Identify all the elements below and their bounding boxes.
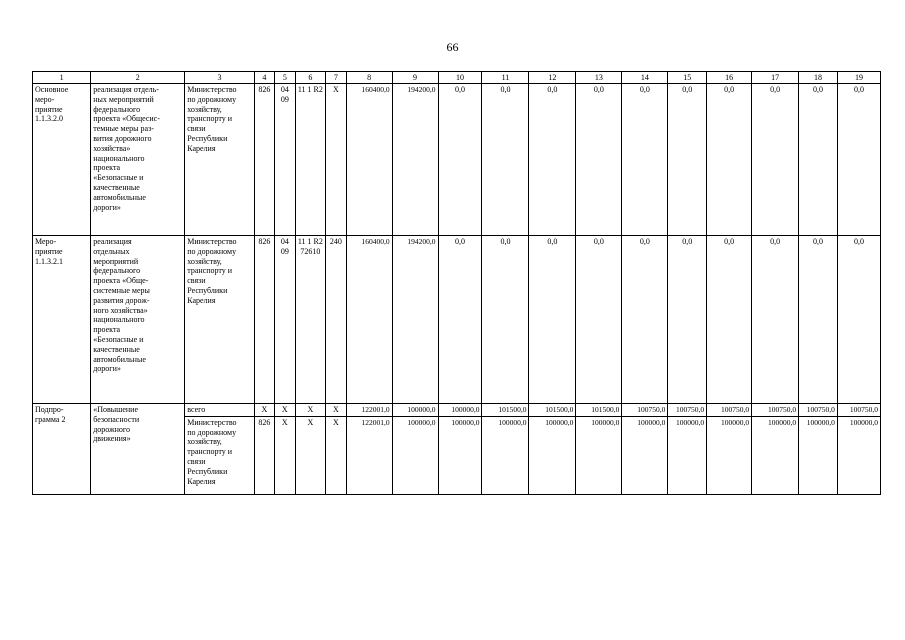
header-cell: 14 <box>622 72 668 84</box>
value-cell: 0,0 <box>622 236 668 404</box>
value-cell: 100000,0 <box>576 416 622 494</box>
value-cell: 0,0 <box>752 236 799 404</box>
header-cell: 6 <box>295 72 326 84</box>
value-cell: 0,0 <box>438 84 482 236</box>
subprogram-description: «Повышение безопасности дорожного движения» <box>91 404 185 495</box>
value-cell: 101500,0 <box>482 404 529 417</box>
header-cell: 5 <box>275 72 295 84</box>
header-cell: 8 <box>346 72 392 84</box>
subprogram-code: Подпро- грамма 2 <box>33 404 91 495</box>
expense-type-code: X <box>326 416 346 494</box>
expense-type-code: 240 <box>326 236 346 404</box>
header-cell: 15 <box>668 72 707 84</box>
value-cell: 0,0 <box>576 84 622 236</box>
value-cell: 0,0 <box>529 84 576 236</box>
value-cell: 160400,0 <box>346 84 392 236</box>
value-cell: 100000,0 <box>392 416 438 494</box>
page-number: 66 <box>446 40 459 54</box>
table-row-event <box>33 236 881 404</box>
header-cell: 3 <box>185 72 254 84</box>
value-cell: 0,0 <box>668 236 707 404</box>
header-cell: 2 <box>91 72 185 84</box>
value-cell: 100000,0 <box>482 416 529 494</box>
value-cell: 100000,0 <box>529 416 576 494</box>
value-cell: 0,0 <box>668 84 707 236</box>
value-cell: 0,0 <box>707 236 752 404</box>
value-cell: 0,0 <box>482 236 529 404</box>
value-cell: 194200,0 <box>392 84 438 236</box>
value-cell: 101500,0 <box>529 404 576 417</box>
grbs-code: 826 <box>254 84 274 236</box>
responsible-executor: Министерство по дорожному хозяйству, транспорту и связи Республики Карелия <box>185 236 254 404</box>
responsible-executor: Министерство по дорожному хозяйству, транспорту и связи Республики Карелия <box>185 416 254 494</box>
value-cell: 0,0 <box>837 236 880 404</box>
value-cell: 122001,0 <box>346 416 392 494</box>
value-cell: 100000,0 <box>668 416 707 494</box>
grbs-code: X <box>254 404 274 417</box>
value-cell: 100750,0 <box>707 404 752 417</box>
value-cell: 100000,0 <box>392 404 438 417</box>
target-article-code: 11 1 R2 <box>295 84 326 236</box>
header-cell: 19 <box>837 72 880 84</box>
header-cell: 4 <box>254 72 274 84</box>
value-cell: 0,0 <box>482 84 529 236</box>
grbs-code: 826 <box>254 236 274 404</box>
value-cell: 100000,0 <box>752 416 799 494</box>
value-cell: 0,0 <box>438 236 482 404</box>
section-code: X <box>275 404 295 417</box>
value-cell: 101500,0 <box>576 404 622 417</box>
header-cell: 16 <box>707 72 752 84</box>
header-cell: 11 <box>482 72 529 84</box>
section-code: 04 09 <box>275 236 295 404</box>
header-cell: 13 <box>576 72 622 84</box>
value-cell: 100000,0 <box>707 416 752 494</box>
table-row-main-event <box>33 84 881 236</box>
section-code: X <box>275 416 295 494</box>
event-code: Меро- приятие 1.1.3.2.1 <box>33 236 91 404</box>
header-cell: 1 <box>33 72 91 84</box>
expense-type-code: X <box>326 84 346 236</box>
value-cell: 100750,0 <box>752 404 799 417</box>
budget-table <box>32 71 881 495</box>
value-cell: 0,0 <box>576 236 622 404</box>
header-cell: 12 <box>529 72 576 84</box>
value-cell: 194200,0 <box>392 236 438 404</box>
event-code: Основное меро- приятие 1.1.3.2.0 <box>33 84 91 236</box>
value-cell: 100750,0 <box>799 404 838 417</box>
value-cell: 100000,0 <box>799 416 838 494</box>
event-description: реализация отдель- ных мероприятий федерального проекта «Общесис- темные меры раз- вития дорожного хозяйства» национального проекта «Безопасные и качественные автомобильные дороги» <box>91 84 185 236</box>
value-cell: 0,0 <box>799 236 838 404</box>
value-cell: 0,0 <box>707 84 752 236</box>
value-cell: 100000,0 <box>438 404 482 417</box>
target-article-code: X <box>295 416 326 494</box>
value-cell: 100750,0 <box>668 404 707 417</box>
section-code: 04 09 <box>275 84 295 236</box>
header-row <box>33 72 881 84</box>
value-cell: 0,0 <box>622 84 668 236</box>
target-article-code: X <box>295 404 326 417</box>
total-label: всего <box>185 404 254 417</box>
event-description: реализация отдельных мероприятий федерального проекта «Обще- системные меры развития дорож- ного хозяйства» национального проекта «Безопасные и качественные автомобильные дороги» <box>91 236 185 404</box>
header-cell: 7 <box>326 72 346 84</box>
header-cell: 10 <box>438 72 482 84</box>
header-cell: 18 <box>799 72 838 84</box>
value-cell: 100000,0 <box>438 416 482 494</box>
value-cell: 0,0 <box>799 84 838 236</box>
value-cell: 100750,0 <box>622 404 668 417</box>
responsible-executor: Министерство по дорожному хозяйству, транспорту и связи Республики Карелия <box>185 84 254 236</box>
expense-type-code: X <box>326 404 346 417</box>
value-cell: 122001,0 <box>346 404 392 417</box>
value-cell: 100750,0 <box>837 404 880 417</box>
value-cell: 100000,0 <box>837 416 880 494</box>
target-article-code: 11 1 R2 72610 <box>295 236 326 404</box>
header-cell: 9 <box>392 72 438 84</box>
header-cell: 17 <box>752 72 799 84</box>
value-cell: 0,0 <box>837 84 880 236</box>
value-cell: 0,0 <box>529 236 576 404</box>
value-cell: 160400,0 <box>346 236 392 404</box>
value-cell: 100000,0 <box>622 416 668 494</box>
grbs-code: 826 <box>254 416 274 494</box>
value-cell: 0,0 <box>752 84 799 236</box>
table-row-subprogram-total <box>33 404 881 417</box>
